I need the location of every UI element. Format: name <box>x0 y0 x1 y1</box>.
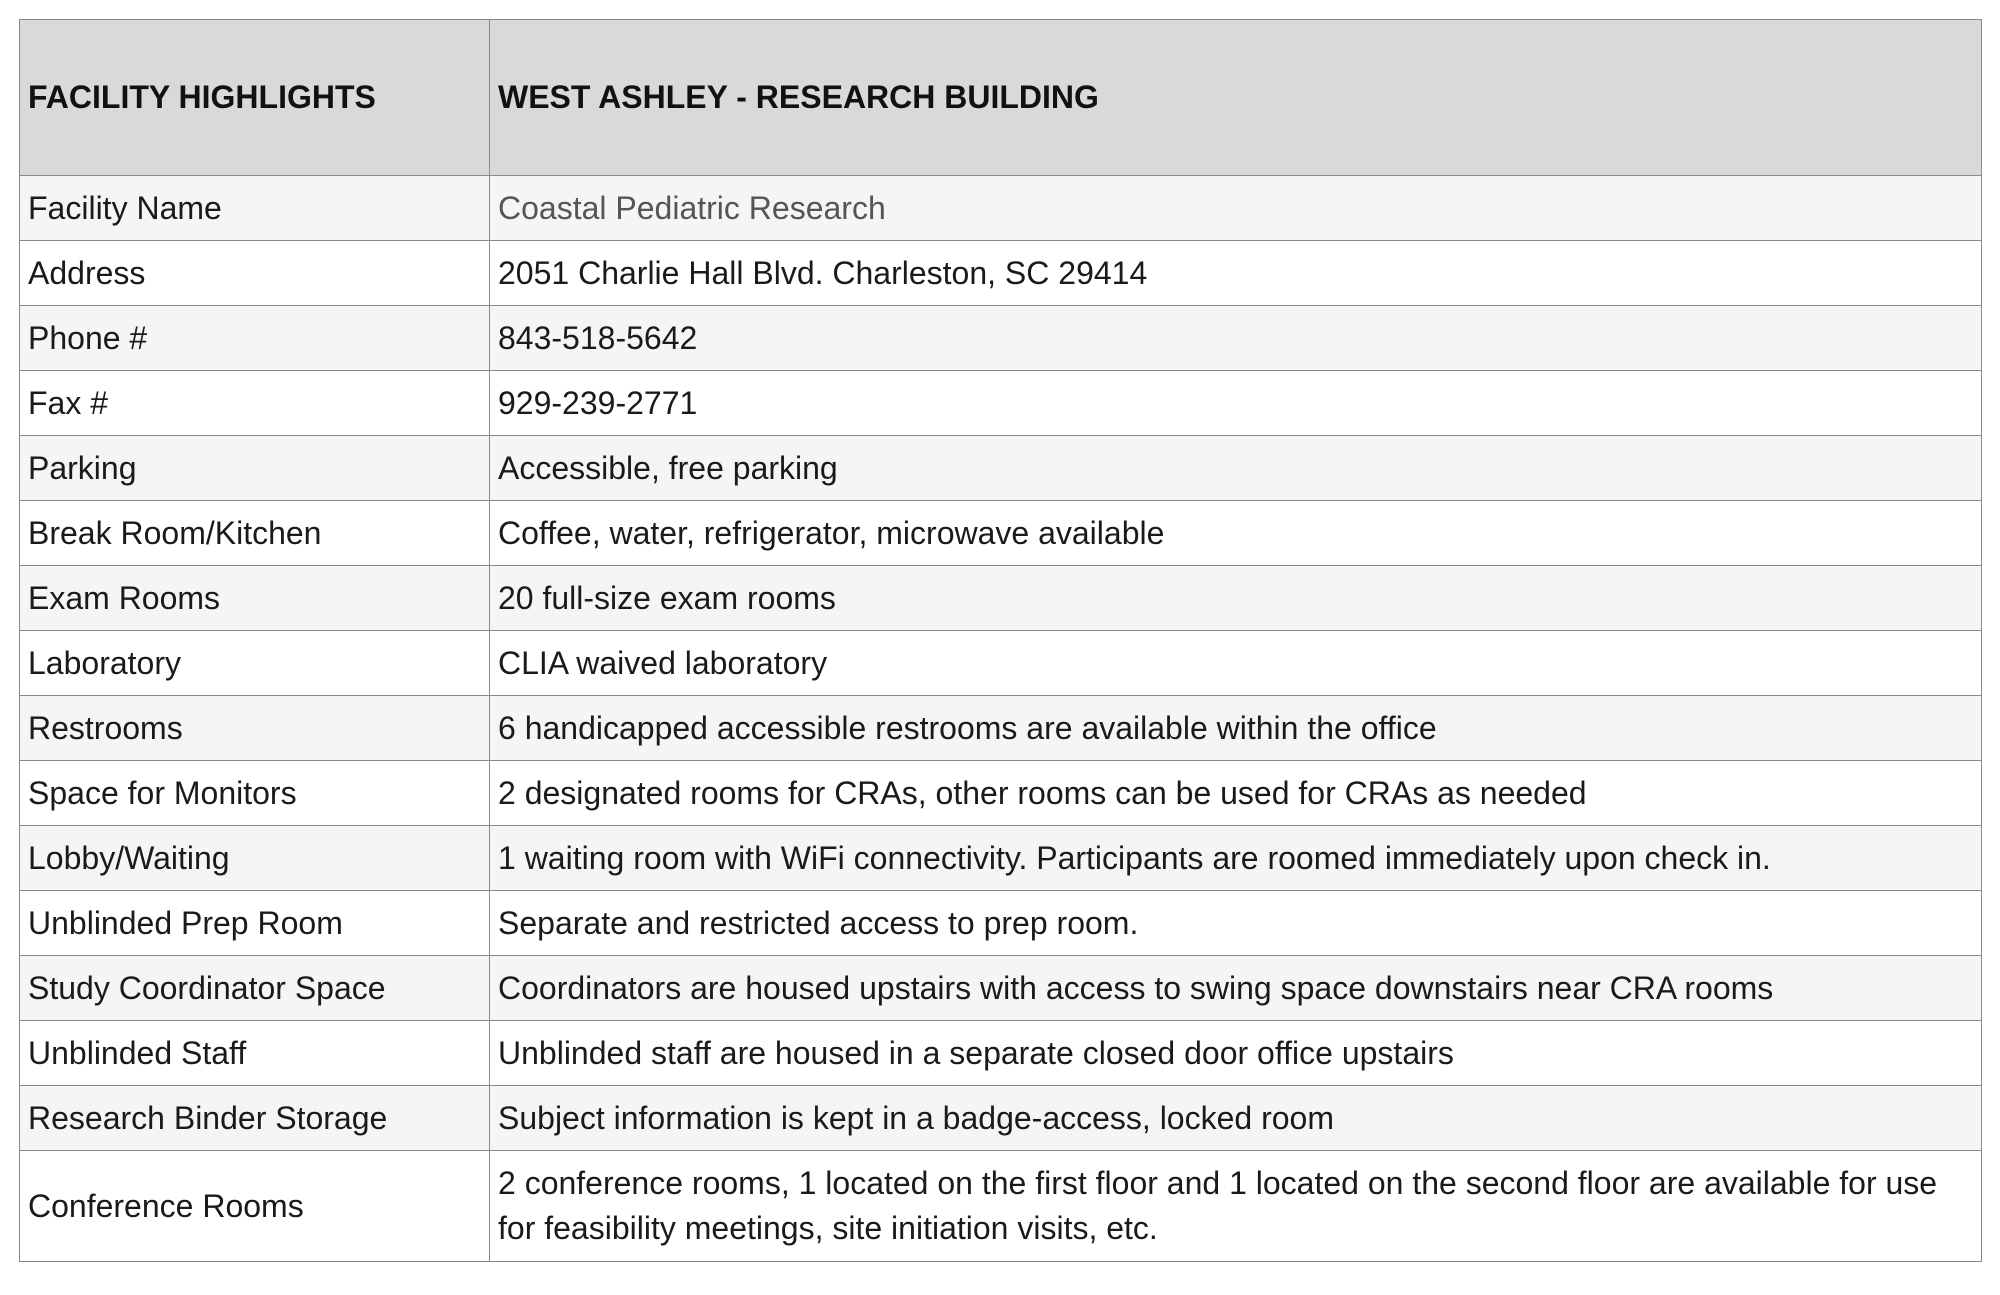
table-row <box>20 306 1982 371</box>
table-row <box>20 761 1982 826</box>
table-row <box>20 631 1982 696</box>
row-value: 2 designated rooms for CRAs, other rooms can be used for CRAs as needed <box>490 761 1982 826</box>
row-label: Lobby/Waiting <box>20 826 490 891</box>
row-label: Address <box>20 241 490 306</box>
table-row <box>20 241 1982 306</box>
row-value: Coffee, water, refrigerator, microwave available <box>490 501 1982 566</box>
row-value: CLIA waived laboratory <box>490 631 1982 696</box>
row-label: Space for Monitors <box>20 761 490 826</box>
table-header-row <box>20 20 1982 176</box>
table-row <box>20 826 1982 891</box>
row-value: Separate and restricted access to prep room. <box>490 891 1982 956</box>
row-label: Facility Name <box>20 176 490 241</box>
row-label: Fax # <box>20 371 490 436</box>
table-row <box>20 956 1982 1021</box>
table-row <box>20 176 1982 241</box>
row-value: 6 handicapped accessible restrooms are available within the office <box>490 696 1982 761</box>
table-row <box>20 696 1982 761</box>
row-value: 2051 Charlie Hall Blvd. Charleston, SC 29414 <box>490 241 1982 306</box>
row-label: Exam Rooms <box>20 566 490 631</box>
table-row <box>20 371 1982 436</box>
row-value: Coastal Pediatric Research <box>490 176 1982 241</box>
row-value: Coordinators are housed upstairs with access to swing space downstairs near CRA rooms <box>490 956 1982 1021</box>
row-label: Unblinded Prep Room <box>20 891 490 956</box>
table-row <box>20 501 1982 566</box>
table-row <box>20 566 1982 631</box>
header-facility-highlights: FACILITY HIGHLIGHTS <box>20 20 490 176</box>
header-building-name: WEST ASHLEY - RESEARCH BUILDING <box>490 20 1982 176</box>
row-value: Unblinded staff are housed in a separate closed door office upstairs <box>490 1021 1982 1086</box>
row-label: Research Binder Storage <box>20 1086 490 1151</box>
row-value: 1 waiting room with WiFi connectivity. Participants are roomed immediately upon check in. <box>490 826 1982 891</box>
row-value: 843-518-5642 <box>490 306 1982 371</box>
row-label: Break Room/Kitchen <box>20 501 490 566</box>
row-value: 20 full-size exam rooms <box>490 566 1982 631</box>
row-value: Subject information is kept in a badge-access, locked room <box>490 1086 1982 1151</box>
row-label: Parking <box>20 436 490 501</box>
row-label: Unblinded Staff <box>20 1021 490 1086</box>
table-row <box>20 436 1982 501</box>
row-value: Accessible, free parking <box>490 436 1982 501</box>
table-row <box>20 1151 1982 1262</box>
row-value: 929-239-2771 <box>490 371 1982 436</box>
row-label: Laboratory <box>20 631 490 696</box>
row-label: Restrooms <box>20 696 490 761</box>
row-label: Conference Rooms <box>20 1151 490 1262</box>
table-row <box>20 891 1982 956</box>
table-row <box>20 1086 1982 1151</box>
table-row <box>20 1021 1982 1086</box>
facility-highlights-table <box>19 19 1982 1262</box>
row-value: 2 conference rooms, 1 located on the first floor and 1 located on the second floor are available for use for feasibility meetings, site initiation visits, etc. <box>490 1151 1982 1262</box>
row-label: Study Coordinator Space <box>20 956 490 1021</box>
row-label: Phone # <box>20 306 490 371</box>
